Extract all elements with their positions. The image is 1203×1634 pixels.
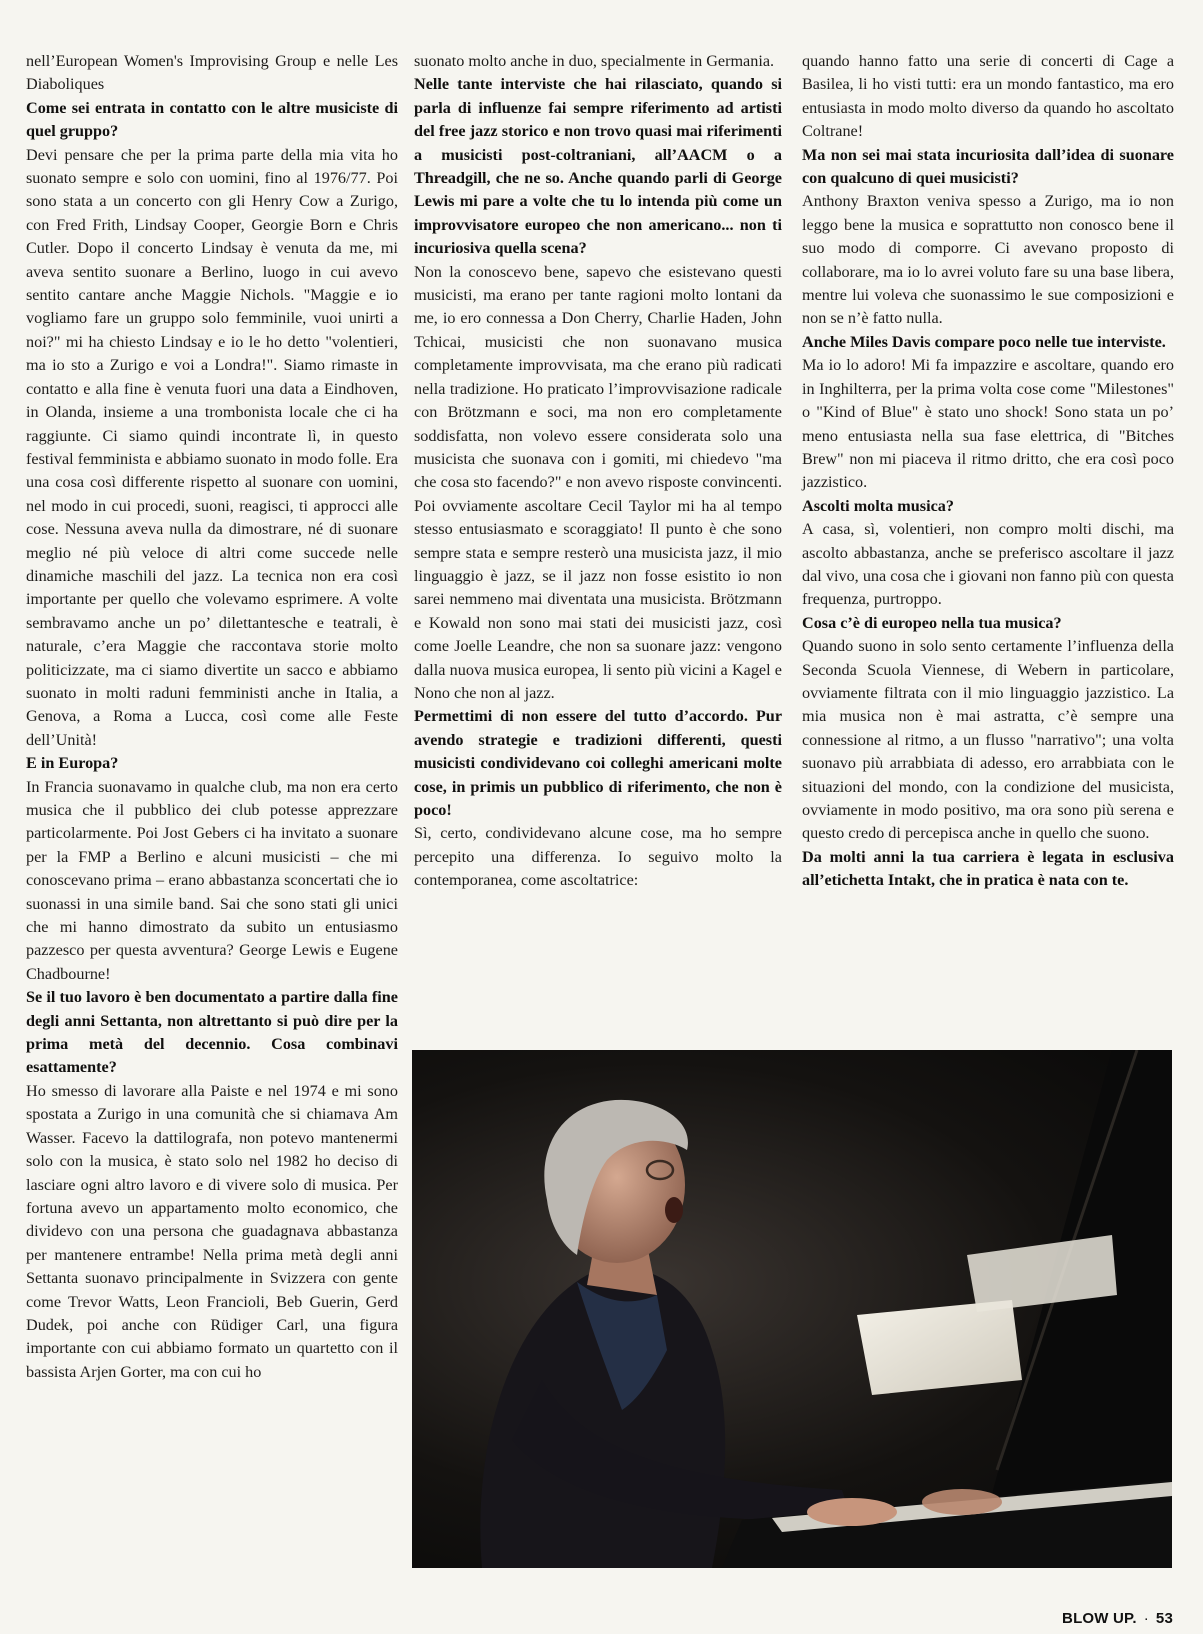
interview-question: Cosa c’è di europeo nella tua musica? <box>802 613 1062 632</box>
text-column-1 <box>26 50 398 1384</box>
interview-question: E in Europa? <box>26 754 119 773</box>
interview-answer: A casa, sì, volentieri, non compro molti dischi, ma ascolto abbastanza, anche se preferisco ascoltare il jazz dal vivo, una cosa che i giovani non fanno più con questa frequenza, purtroppo. <box>802 520 1174 609</box>
interview-answer: Ho smesso di lavorare alla Paiste e nel 1974 e mi sono spostata a Zurigo in una comunità che si chiamava Am Wasser. Facevo la dattilografa, non potevo mantenermi solo con la musica, è stato solo nel 1982 ho deciso di lasciare ogni altro lavoro e di vivere solo di musica. Per fortuna avevo un appartamento molto economico, che dividevo con una persona che guadagnava abbastanza per mantenere entrambe! Nella prima metà degli anni Settanta suonavo principalmente in Svizzera con gente come Trevor Watts, Leon Francioli, Beb Guerin, Gerd Dudek, poi anche con Rüdiger Carl, una figura importante con cui abbiamo formato un quartetto con il bassista Arjen Gorter, ma con cui ho <box>26 1081 398 1381</box>
interview-answer: quando hanno fatto una serie di concerti di Cage a Basilea, li ho visti tutti: era un mondo fantastico, ma ero entusiasta in modo molto diverso da quando ho ascoltato Coltrane! <box>802 52 1174 141</box>
footer-separator: · <box>1143 1610 1149 1627</box>
interview-question: Se il tuo lavoro è ben documentato a partire dalla fine degli anni Settanta, non altrettanto si può dire per la prima metà del decennio. Cosa combinavi esattamente? <box>26 988 398 1077</box>
interview-question: Ascolti molta musica? <box>802 496 954 515</box>
interview-answer: suonato molto anche in duo, specialmente in Germania. <box>414 52 775 70</box>
pianist-photo <box>412 1050 1172 1568</box>
interview-answer: Ma io lo adoro! Mi fa impazzire e ascoltare, quando ero in Inghilterra, per la prima volta cose come "Milestones" o "Kind of Blue" è stato uno shock! Sono stata un po’ meno entusiasta nella sua fase elettrica, di "Bitches Brew" non mi piaceva il ritmo dritto, che era così poco jazzistico. <box>802 356 1174 492</box>
interview-question: Anche Miles Davis compare poco nelle tue interviste. <box>802 332 1166 351</box>
page-footer <box>1062 1610 1173 1627</box>
interview-answer: Quando suono in solo sento certamente l’influenza della Seconda Scuola Viennese, di Webern in particolare, ovviamente filtrata con il mio linguaggio jazzistico. La mia musica non è mai astratta, c’è sempre una connessione al ritmo, a un flusso "narrativo"; una volta suonavo più arrabbiata di adesso, ero arrabbiata con le situazioni del mondo, con la condizione del musicista, ovviamente in modo positivo, ma ora sono più serena e questo credo di percepisca anche in quello che suono. <box>802 637 1174 843</box>
text-column-2 <box>414 50 782 893</box>
magazine-name: BLOW UP. <box>1062 1610 1137 1627</box>
interview-answer: Devi pensare che per la prima parte della mia vita ho suonato sempre e solo con uomini, fino al 1976/77. Poi sono stata a un concerto con gli Henry Cow a Zurigo, con Fred Frith, Lindsay Cooper, Georgie Born e Chris Cutler. Dopo il concerto Lindsay è venuta da me, mi aveva sentito suonare a Berlino, luogo in cui avevo sentito cantare anche Maggie Nichols. "Maggie e io vogliamo fare un gruppo solo femminile, vuoi unirti a noi?" mi ha chiesto Lindsay e io le ho detto "volentieri, ma io sto a Zurigo e voi a Londra!". Siamo rimaste in contatto e alla fine è venuta fuori una data a Eindhoven, in Olanda, insieme a una trombonista locale che ci ha raggiunte. Ci siamo quindi incontrate lì, in questo festival femminista e abbiamo suonato in modo folle. Era una cosa così differente rispetto al suonare con uomini, nel modo in cui procedi, suoni, reagisci, ti approcci alle cose. Nessuna aveva nulla da dimostrare, né di suonare meglio né più veloce di altri come succede nelle dinamiche maschili del jazz. La tecnica non era così importante per quello che volevamo esprimere. A volte sembravamo anche un po’ dilettantesche e teatrali, è naturale, c’era Maggie che raccontava storie molto politicizzate, ma ci siamo divertite un sacco e abbiamo suonato in molti raduni femministi anche in Italia, a Genova, a Roma a Lucca, così come alle Feste dell’Unità! <box>26 145 398 749</box>
text-column-3 <box>802 50 1174 893</box>
interview-answer: Anthony Braxton veniva spesso a Zurigo, ma io non leggo bene la musica e soprattutto non conosco bene il suo modo di comporre. Ci avevano proposto di collaborare, ma io lo avrei voluto fare su una base libera, mentre lui voleva che suonassimo le sue composizioni e non se n’è fatto nulla. <box>802 192 1174 328</box>
interview-question: Da molti anni la tua carriera è legata in esclusiva all’etichetta Intakt, che in pratica è nata con te. <box>802 847 1174 890</box>
interview-answer: In Francia suonavamo in qualche club, ma non era certo musica che il pubblico dei club potesse apprezzare particolarmente. Poi Jost Gebers ci ha invitato a suonare per la FMP a Berlino e alcuni musicisti – che mi conoscevano prima – erano abbastanza sconcertati che io suonassi in una simile band. Sai che sono stati gli unici che mi hanno dimostrato da subito un entusiasmo pazzesco per questa avventura? George Lewis e Eugene Chadbourne! <box>26 777 398 983</box>
interview-question: Come sei entrata in contatto con le altre musiciste di quel gruppo? <box>26 98 398 141</box>
interview-answer: nell’European Women's Improvising Group e nelle Les Diaboliques <box>26 52 398 94</box>
page-number: 53 <box>1155 1610 1173 1627</box>
interview-answer: Sì, certo, condividevano alcune cose, ma ho sempre percepito una differenza. Io seguivo molto la contemporanea, come ascoltatrice: <box>414 824 782 890</box>
interview-question: Ma non sei mai stata incuriosita dall’idea di suonare con qualcuno di quei musicisti? <box>802 145 1174 188</box>
interview-question: Permettimi di non essere del tutto d’accordo. Pur avendo strategie e tradizioni differenti, questi musicisti condividevano coi colleghi americani molte cose, in primis un pubblico di riferimento, che non è poco! <box>414 707 782 819</box>
interview-answer: Non la conoscevo bene, sapevo che esistevano questi musicisti, ma erano per tante ragioni molto lontani da me, io ero connessa a Don Cherry, Charlie Haden, John Tchicai, musicisti che non suonavano musica completamente improvvisata, ma che erano più radicati nella tradizione. Ho praticato l’improvvisazione radicale con Brötzmann e soci, ma non ero completamente soddisfatta, non volevo essere considerata solo una musicista che suonava con i gomiti, mi chiedevo "ma che cosa sto facendo?" e non avevo risposte convincenti. Poi ovviamente ascoltare Cecil Taylor mi ha al tempo stesso entusiasmato e scoraggiato! Il punto è che sono sempre stata e sempre resterò una musicista jazz, il mio linguaggio è jazz, se il jazz non fosse esistito io non sarei nemmeno mai diventata una musicista. Brötzmann e Kowald non sono mai stati dei musicisti jazz, così come Joelle Leandre, che non sa suonare jazz: vengono dalla nuova musica europea, li sento più vicini a Kagel e Nono che non al jazz. <box>414 262 782 702</box>
interview-question: Nelle tante interviste che hai rilasciato, quando si parla di influenze fai sempre riferimento ad artisti del free jazz storico e non trovo quasi mai riferimenti a musicisti post-coltraniani, all’AACM o a Threadgill, che ne so. Anche quando parli di George Lewis mi pare a volte che tu lo intenda più come un improvvisatore europeo che non americano... non ti incuriosiva quella scena? <box>414 75 782 258</box>
